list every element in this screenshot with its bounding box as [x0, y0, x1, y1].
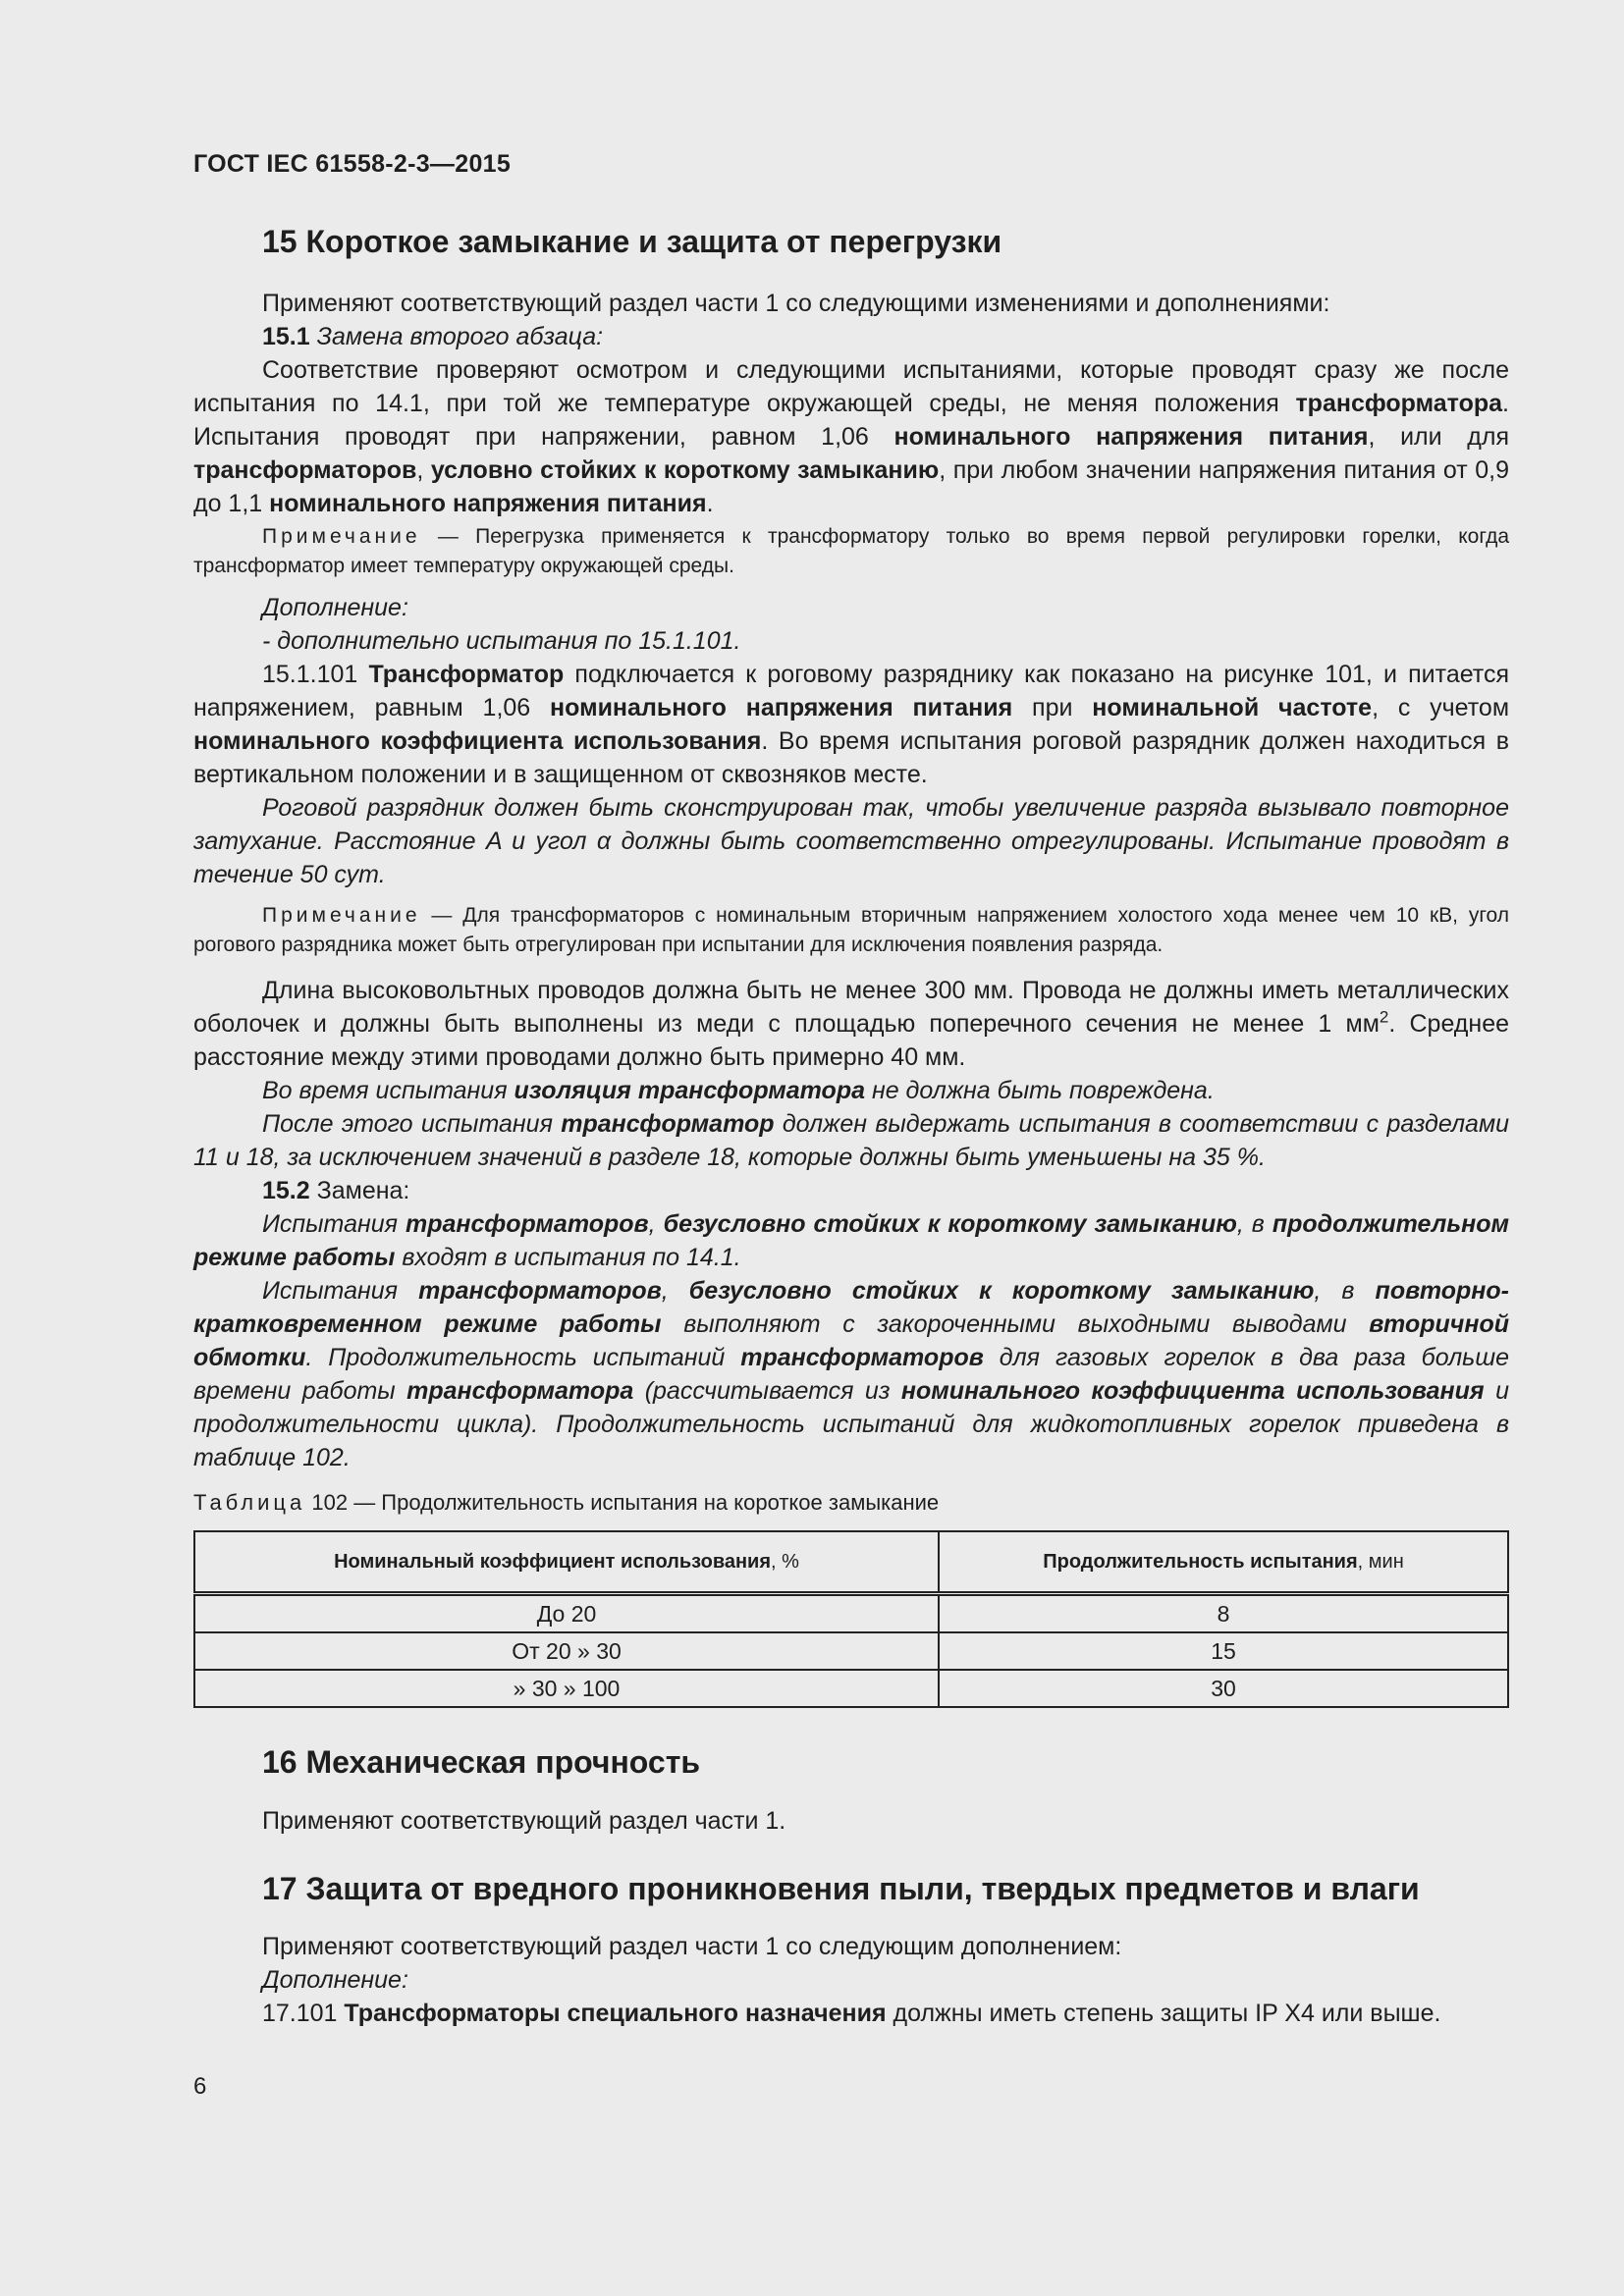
clause-title: Замена:: [316, 1177, 410, 1204]
table-row: [194, 1670, 1508, 1707]
compliance-check-paragraph: Соответствие проверяют осмотром и следующими испытаниями, которые проводят сразу же после испытания по 14.1, при той же температуре окружающей среды, не меняя положения трансформатора. Испытания проводят при напряжении, равном 1,06 номинального напряжения питания, или для трансформаторов, условно стойких к короткому замыканию, при любом значении напряжения питания от 0,9 до 1,1 номинального напряжения питания.: [193, 356, 1510, 517]
document-code-header: ГОСТ IEC 61558-2-3—2015: [193, 150, 512, 178]
section-17-addition-label: Дополнение:: [262, 1966, 408, 1994]
table-label: Таблица: [193, 1490, 306, 1515]
section-15-heading: 15 Короткое замыкание и защита от перегрузки: [262, 224, 1002, 259]
section-16-text: Применяют соответствующий раздел части 1.: [262, 1807, 786, 1835]
page-number: 6: [193, 2073, 207, 2100]
after-test-paragraph: После этого испытания трансформатор должен выдержать испытания в соответствии с разделами 11 и 18, за исключением значений в разделе 18, которые должны быть уменьшены на 35 %.: [193, 1110, 1509, 1171]
addition-item: - дополнительно испытания по 15.1.101.: [262, 627, 741, 655]
clause-15-1-101-paragraph: 15.1.101 Трансформатор подключается к роговому разряднику как показано на рисунке 101, и питается напряжением, равным 1,06 номинального напряжения питания при номинальной частоте, с учетом номинального коэффициента использования. Во время испытания роговой разрядник должен находиться в вертикальном положении и в защищенном от сквозняков месте.: [193, 661, 1510, 788]
note-horn-angle: Примечание — Для трансформаторов с номинальным вторичным напряжением холостого хода менее чем 10 кВ, угол рогового разрядника может быть отрегулирован при испытании для исключения появления разряда.: [193, 904, 1509, 956]
wires-paragraph: Длина высоковольтных проводов должна быть не менее 300 мм. Провода не должны иметь металлических оболочек и должны быть выполнены из меди с площадью поперечного сечения не менее 1 $мм^2$. Среднее расстояние между этими проводами должно быть примерно 40 мм.: [193, 977, 1509, 1071]
cell-factor: » 30 » 100: [194, 1670, 939, 1707]
cell-duration: 15: [939, 1632, 1508, 1670]
note-overload: Примечание — Перегрузка применяется к трансформатору только во время первой регулировки горелки, когда трансформатор имеет температуру окружающей среды.: [193, 525, 1509, 577]
clause-number: 15.1: [262, 323, 310, 350]
column-header-factor: Номинальный коэффициент использования, %: [194, 1531, 939, 1594]
column-header-duration: Продолжительность испытания, мин: [939, 1531, 1508, 1594]
table-caption: Таблица 102 — Продолжительность испытания на короткое замыкание: [193, 1490, 940, 1515]
continuous-mode-paragraph: Испытания трансформаторов, безусловно стойких к короткому замыканию, в продолжительном режиме работы входят в испытания по 14.1.: [193, 1210, 1509, 1271]
horn-gap-paragraph: Роговой разрядник должен быть сконструирован так, чтобы увеличение разряда вызывало повторное затухание. Расстояние A и угол α должны быть соответственно отрегулированы. Испытание проводят в течение 50 сут.: [193, 794, 1509, 888]
intermittent-mode-paragraph: Испытания трансформаторов, безусловно стойких к короткому замыканию, в повторно-кратковременном режиме работы выполняют с закороченными выходными выводами вторичной обмотки. Продолжительность испытаний трансформаторов для газовых горелок в два раза больше времени работы трансформатора (рассчитывается из номинального коэффициента использования и продолжительности цикла). Продолжительность испытаний для жидкотопливных горелок приведена в таблице 102.: [193, 1277, 1509, 1471]
cell-duration: 30: [939, 1670, 1508, 1707]
short-circuit-duration-table: [193, 1530, 1509, 1708]
section-16-heading: 16 Механическая прочность: [262, 1744, 701, 1780]
clause-15-2-heading: [193, 1174, 1509, 1207]
table-header-row: [194, 1531, 1508, 1594]
clause-15-1-heading: [193, 320, 1509, 353]
section-17-intro: Применяют соответствующий раздел части 1 со следующим дополнением:: [262, 1933, 1122, 1960]
section-17-heading: 17 Защита от вредного проникновения пыли, твердых предметов и влаги: [262, 1871, 1420, 1906]
clause-17-101-paragraph: 17.101 Трансформаторы специального назначения должны иметь степень защиты IP X4 или выше.: [262, 2000, 1441, 2027]
clause-number: 15.2: [262, 1177, 310, 1204]
section-15-intro: Применяют соответствующий раздел части 1 со следующими изменениями и дополнениями:: [262, 290, 1330, 317]
table-row: [194, 1632, 1508, 1670]
insulation-paragraph: Во время испытания изоляция трансформатора не должна быть повреждена.: [262, 1077, 1215, 1104]
cell-duration: 8: [939, 1594, 1508, 1633]
note-label: Примечание: [262, 525, 421, 548]
note-label: Примечание: [262, 904, 421, 927]
addition-label: Дополнение:: [262, 594, 408, 621]
table-row: [194, 1594, 1508, 1633]
cell-factor: От 20 » 30: [194, 1632, 939, 1670]
clause-title: Замена второго абзаца:: [316, 323, 604, 350]
cell-factor: До 20: [194, 1594, 939, 1633]
